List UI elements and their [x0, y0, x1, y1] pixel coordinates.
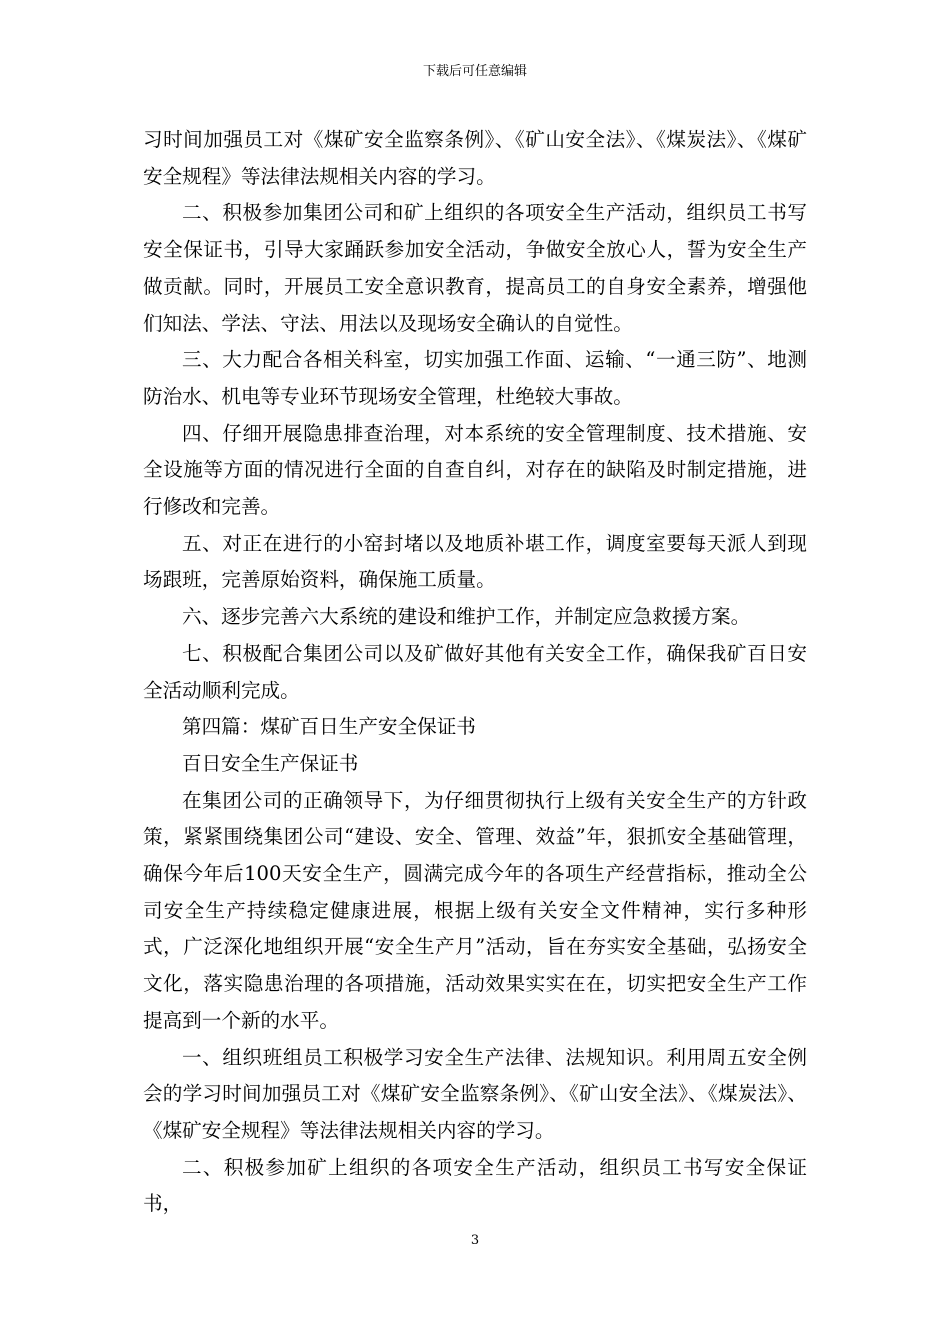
- paragraph-item-5: 五、对正在进行的小窑封堵以及地质补堪工作，调度室要每天派人到现场跟班，完善原始资料，确保施工质量。: [143, 531, 807, 592]
- document-body: [143, 122, 807, 1223]
- page-number: 3: [470, 1233, 480, 1248]
- paragraph-item-2b: 二、积极参加矿上组织的各项安全生产活动，组织员工书写安全保证书，: [143, 1155, 807, 1216]
- paragraph-item-2: 二、积极参加集团公司和矿上组织的各项安全生产活动，组织员工书写安全保证书，引导大家踊跃参加安全活动，争做安全放心人，誓为安全生产做贡献。同时，开展员工安全意识教育，提高员工的自身安全素养，增强他们知法、学法、守法、用法以及现场安全确认的自觉性。: [143, 201, 807, 335]
- paragraph-intro: 在集团公司的正确领导下，为仔细贯彻执行上级有关安全生产的方针政策，紧紧围绕集团公司“建设、安全、管理、效益”年，狠抓安全基础管理，确保今年后100天安全生产，圆满完成今年的各项生产经营指标，推动全公司安全生产持续稳定健康进展，根据上级有关安全文件精神，实行多种形式，广泛深化地组织开展“安全生产月”活动，旨在夯实安全基础，弘扬安全文化，落实隐患治理的各项措施，活动效果实实在在，切实把安全生产工作提高到一个新的水平。: [143, 788, 807, 1032]
- paragraph-continuation: 习时间加强员工对《煤矿安全监察条例》、《矿山安全法》、《煤炭法》、《煤矿安全规程》等法律法规相关内容的学习。: [143, 128, 807, 188]
- paragraph-item-7: 七、积极配合集团公司以及矿做好其他有关安全工作，确保我矿百日安全活动顺利完成。: [143, 641, 807, 702]
- paragraph-item-4: 四、仔细开展隐患排查治理，对本系统的安全管理制度、技术措施、安全设施等方面的情况进行全面的自查自纠，对存在的缺陷及时制定措施，进行修改和完善。: [143, 421, 807, 519]
- document-title: 百日安全生产保证书: [182, 751, 359, 775]
- paragraph-item-3: 三、大力配合各相关科室，切实加强工作面、运输、“一通三防”、地测防治水、机电等专业环节现场安全管理，杜绝较大事故。: [143, 348, 807, 408]
- section-heading: 第四篇：煤矿百日生产安全保证书: [182, 715, 476, 739]
- paragraph-item-1: 一、组织班组员工积极学习安全生产法律、法规知识。利用周五安全例会的学习时间加强员工对《煤矿安全监察条例》、《矿山安全法》、《煤炭法》、《煤矿安全规程》等法律法规相关内容的学习。: [143, 1045, 807, 1142]
- paragraph-item-6: 六、逐步完善六大系统的建设和维护工作，并制定应急救援方案。: [182, 605, 751, 629]
- page-header: 下载后可任意编辑: [422, 64, 527, 79]
